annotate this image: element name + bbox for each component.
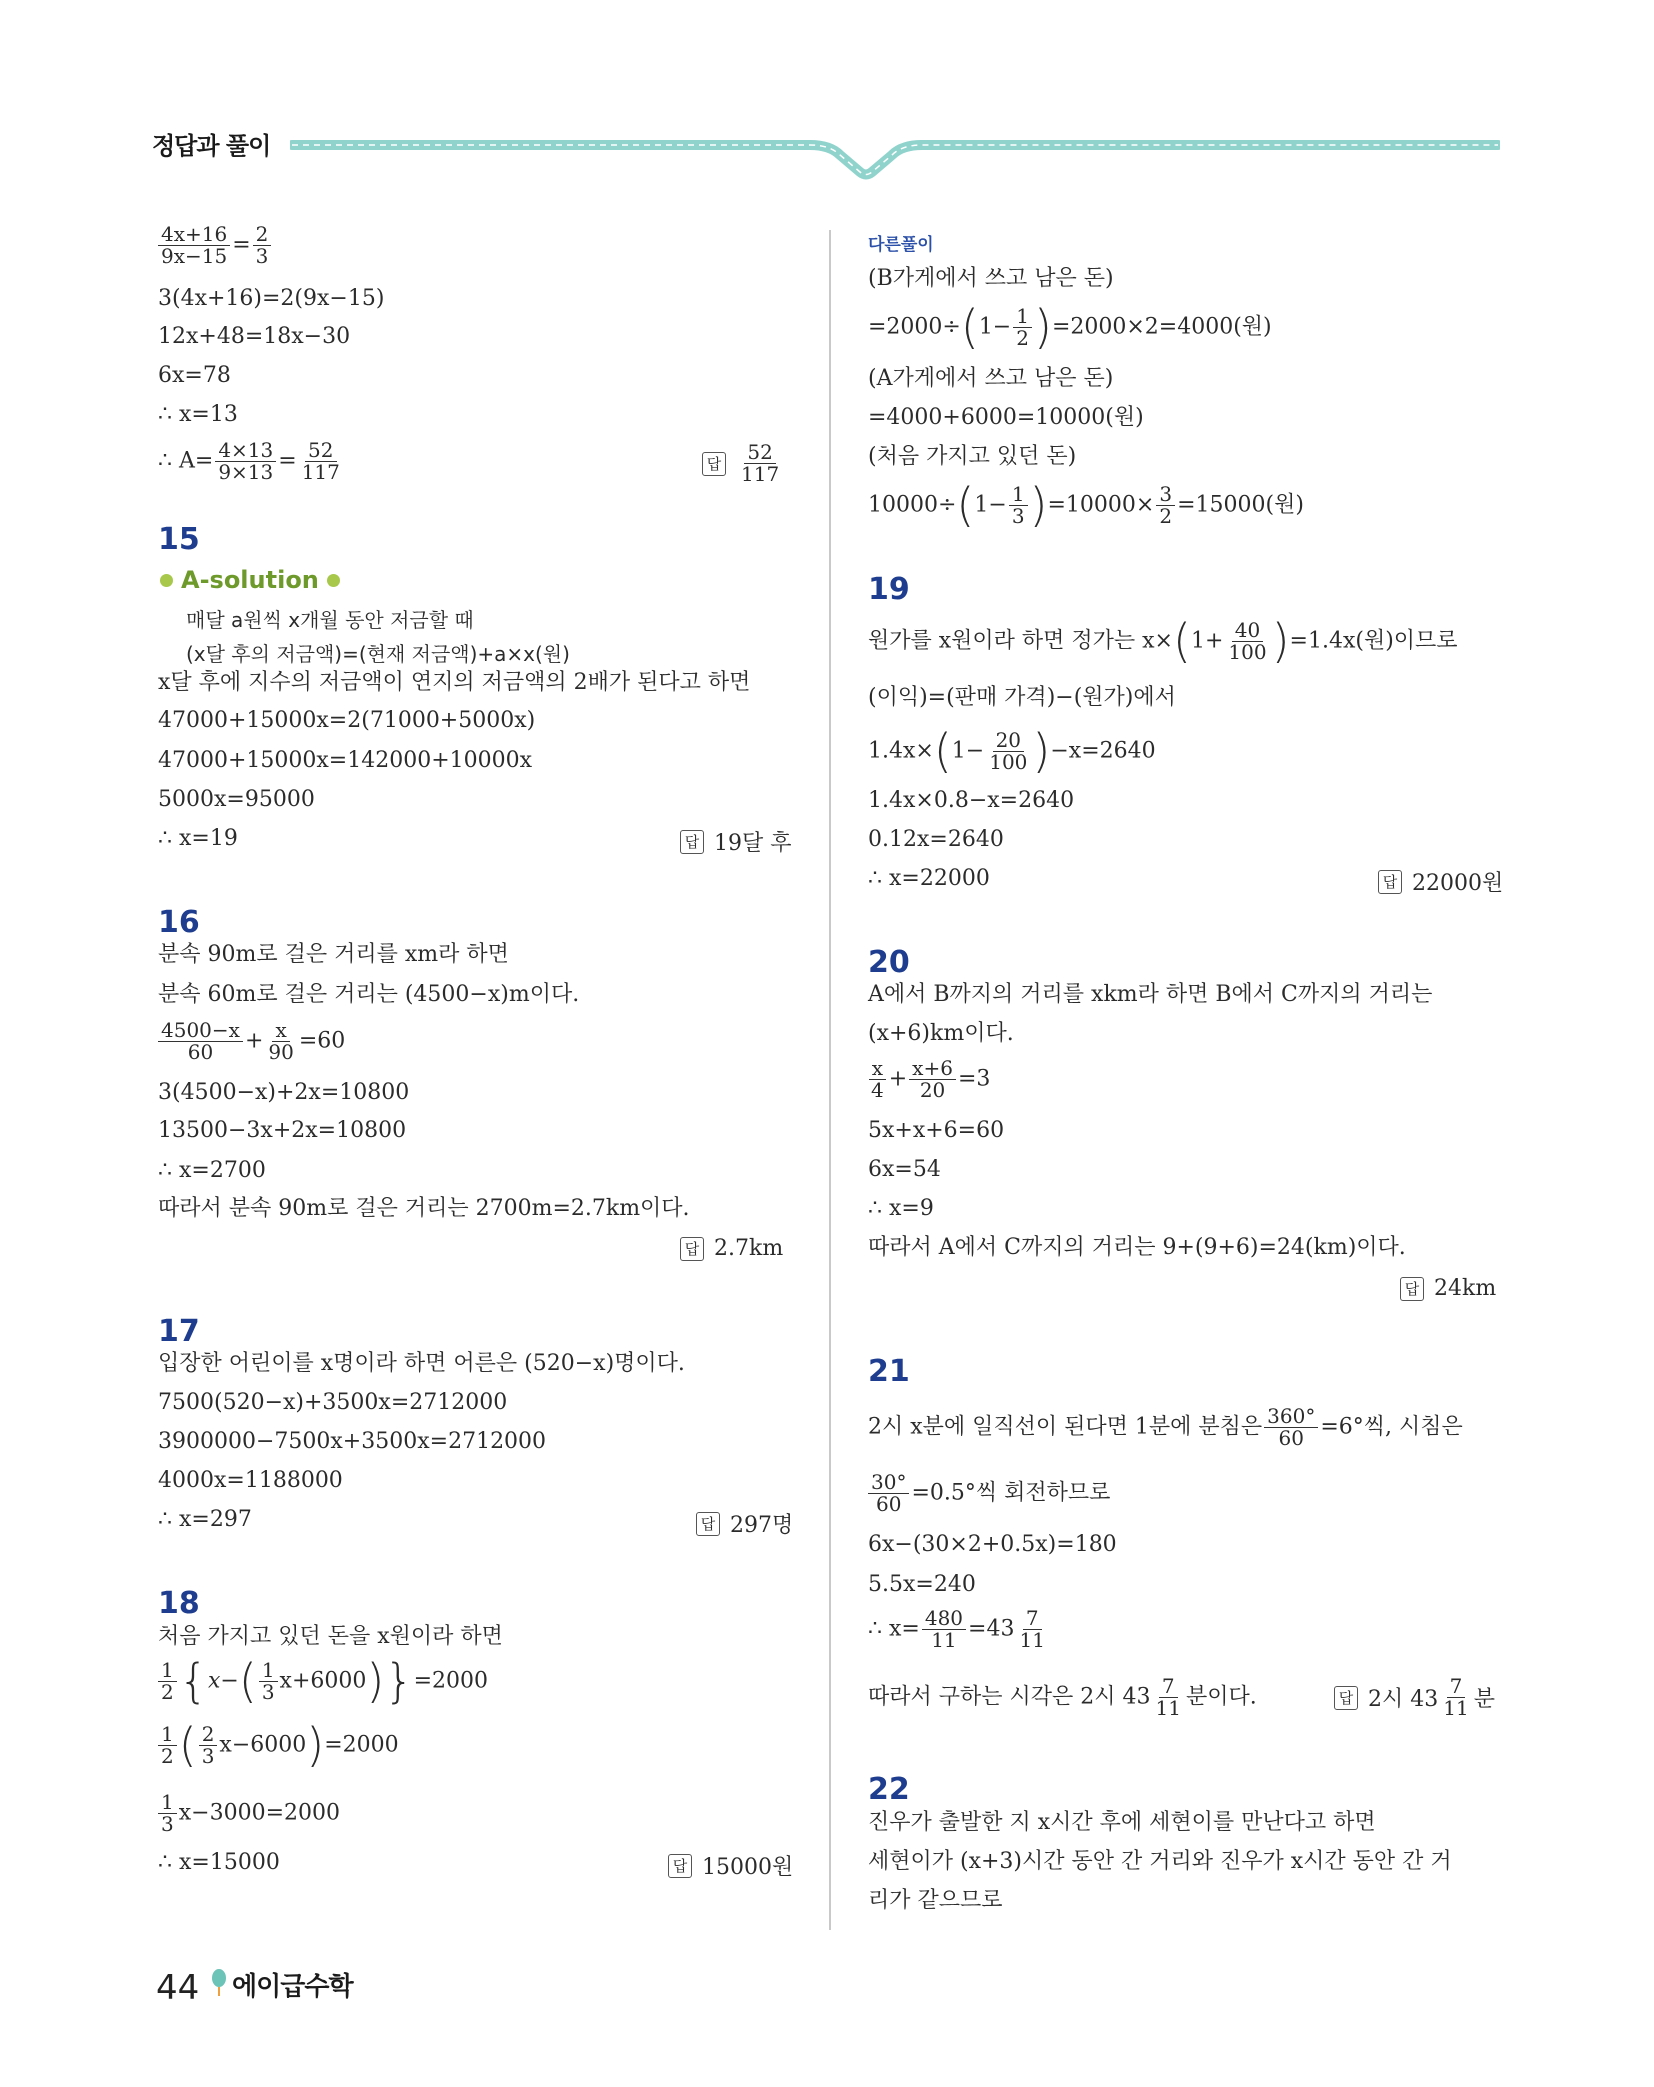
q16-line-4: 3(4500−x)+2x=10800: [158, 1080, 410, 1105]
q21-line-1: 2시 x분에 일직선이 된다면 1분에 분침은 $\frac{360^\circ}{60}$ =6°씩, 시침은: [868, 1404, 1463, 1450]
q15-number: 15: [158, 522, 200, 557]
q20-line-4: 5x+x+6=60: [868, 1118, 1005, 1143]
q19-number: 19: [868, 572, 910, 607]
q17-answer: 답 297명: [696, 1508, 793, 1539]
q16-equation: $\frac{4500-x}{60}$ + $\frac{x}{90}$ =60: [156, 1020, 345, 1063]
other-solution-label: 다른풀이: [868, 235, 934, 255]
page-header-title: 정답과 풀이: [152, 132, 271, 160]
q14-line-4: 6x=78: [158, 363, 231, 388]
q22-line-1: 진우가 출발한 지 x시간 후에 세현이를 만난다고 하면: [868, 1810, 1376, 1835]
q15-asolution-line-2: (x달 후의 저금액)=(현재 저금액)+a×x(원): [186, 642, 570, 666]
q17-line-1: 입장한 어린이를 x명이라 하면 어른은 (520−x)명이다.: [158, 1351, 685, 1376]
q15-asolution-line-1: 매달 a원씩 x개월 동안 저금할 때: [186, 608, 474, 632]
q19-line-2: (이익)=(판매 가격)−(원가)에서: [868, 685, 1176, 710]
column-divider: [829, 230, 831, 1930]
q14-line-3: 12x+48=18x−30: [158, 324, 351, 349]
q22-number: 22: [868, 1772, 910, 1807]
q20-line-2: (x+6)km이다.: [868, 1021, 1014, 1046]
q20-line-6: ∴ x=9: [868, 1196, 934, 1221]
q22-line-3: 리가 같으므로: [868, 1888, 1003, 1913]
q20-line-5: 6x=54: [868, 1157, 941, 1182]
q14-line-6: ∴ A= $\frac{4\times 13}{9\times 13}$ = $\frac{52}{117}$: [158, 438, 340, 484]
q17-number: 17: [158, 1314, 200, 1349]
q14-equation-1: $\frac{4x+16}{9x-15}$ = $\frac{2}{3}$: [156, 224, 273, 267]
balloon-icon: [210, 1968, 228, 1998]
q19-line-5: 0.12x=2640: [868, 827, 1004, 852]
q19-answer: 답 22000원: [1378, 866, 1503, 897]
q17-line-2: 7500(520−x)+3500x=2712000: [158, 1390, 508, 1415]
brand-logo: 에이급수학: [232, 1972, 353, 2002]
q14-line-5: ∴ x=13: [158, 402, 238, 427]
q15-asolution-label: A-solution: [152, 566, 348, 594]
other-line-5: (처음 가지고 있던 돈): [868, 444, 1077, 469]
q17-line-5: ∴ x=297: [158, 1507, 252, 1532]
q18-line-1: 처음 가지고 있던 돈을 x원이라 하면: [158, 1624, 503, 1649]
q18-line-4: $\frac{1}{3}$ x−3000=2000: [156, 1792, 340, 1835]
q18-line-2: $\frac{1}{2}$ {x−( $\frac{1}{3}$ x+6000)}=2000: [156, 1660, 488, 1703]
other-line-1: (B가게에서 쓰고 남은 돈): [868, 266, 1114, 291]
other-line-3: (A가게에서 쓰고 남은 돈): [868, 366, 1114, 391]
q16-line-1: 분속 90m로 걸은 거리를 xm라 하면: [158, 942, 509, 967]
q19-line-4: 1.4x×0.8−x=2640: [868, 788, 1075, 813]
q17-line-3: 3900000−7500x+3500x=2712000: [158, 1429, 547, 1454]
q21-line-3: 6x−(30×2+0.5x)=180: [868, 1532, 1117, 1557]
page-number: 44: [156, 1968, 200, 2008]
q15-answer: 답 19달 후: [680, 826, 792, 857]
q21-line-4: 5.5x=240: [868, 1572, 976, 1597]
q21-line-5: ∴ x= $\frac{480}{11}$ =43 $\frac{7}{11}$: [868, 1606, 1045, 1652]
q16-line-7: 따라서 분속 90m로 걸은 거리는 2700m=2.7km이다.: [158, 1196, 690, 1221]
q18-line-5: ∴ x=15000: [158, 1850, 280, 1875]
header-decoration: [290, 120, 1500, 190]
q16-number: 16: [158, 905, 200, 940]
q21-line-6: 따라서 구하는 시각은 2시 43 $\frac{7}{11}$ 분이다.: [868, 1674, 1257, 1720]
q21-number: 21: [868, 1354, 910, 1389]
q15-line-4: 5000x=95000: [158, 787, 315, 812]
q21-line-2: $\frac{30^\circ}{60}$ =0.5°씩 회전하므로: [866, 1472, 1110, 1515]
q20-number: 20: [868, 945, 910, 980]
q16-line-2: 분속 60m로 걸은 거리는 (4500−x)m이다.: [158, 982, 580, 1007]
other-line-6: 10000÷(1− $\frac{1}{3}$ )=10000× $\frac{3}{2}$ =15000(원): [868, 478, 1304, 533]
q16-line-6: ∴ x=2700: [158, 1158, 266, 1183]
q18-number: 18: [158, 1586, 200, 1621]
q19-line-3: 1.4x×(1− $\frac{20}{100}$ )−x=2640: [868, 724, 1156, 779]
q17-line-4: 4000x=1188000: [158, 1468, 343, 1493]
q19-line-6: ∴ x=22000: [868, 866, 990, 891]
other-line-4: =4000+6000=10000(원): [868, 405, 1144, 430]
q19-line-1: 원가를 x원이라 하면 정가는 x×(1+ $\frac{40}{100}$ )=1.4x(원)이므로: [868, 614, 1458, 669]
q14-answer: 답 $\frac{52}{117}$: [702, 442, 784, 485]
q15-line-2: 47000+15000x=2(71000+5000x): [158, 708, 536, 733]
q20-equation: $\frac{x}{4}$ + $\frac{x+6}{20}$ =3: [866, 1058, 990, 1101]
q20-line-1: A에서 B까지의 거리를 xkm라 하면 B에서 C까지의 거리는: [868, 982, 1433, 1007]
q16-line-5: 13500−3x+2x=10800: [158, 1118, 407, 1143]
q18-line-3: $\frac{1}{2}$ ( $\frac{2}{3}$ x−6000)=2000: [156, 1724, 399, 1767]
q15-line-5: ∴ x=19: [158, 826, 238, 851]
other-line-2: =2000÷(1− $\frac{1}{2}$ )=2000×2=4000(원): [868, 300, 1272, 355]
q18-answer: 답 15000원: [668, 1850, 793, 1881]
q22-line-2: 세현이가 (x+3)시간 동안 간 거리와 진우가 x시간 동안 간 거: [868, 1849, 1452, 1874]
q20-line-7: 따라서 A에서 C까지의 거리는 9+(9+6)=24(km)이다.: [868, 1235, 1406, 1260]
q21-answer: 답 2시 43 $\frac{7}{11}$ 분: [1334, 1676, 1495, 1719]
q16-answer: 답 2.7km: [680, 1236, 783, 1261]
q15-line-1: x달 후에 지수의 저금액이 연지의 저금액의 2배가 된다고 하면: [158, 670, 751, 695]
q15-line-3: 47000+15000x=142000+10000x: [158, 748, 533, 773]
q20-answer: 답 24km: [1400, 1276, 1496, 1301]
q14-line-2: 3(4x+16)=2(9x−15): [158, 286, 385, 311]
